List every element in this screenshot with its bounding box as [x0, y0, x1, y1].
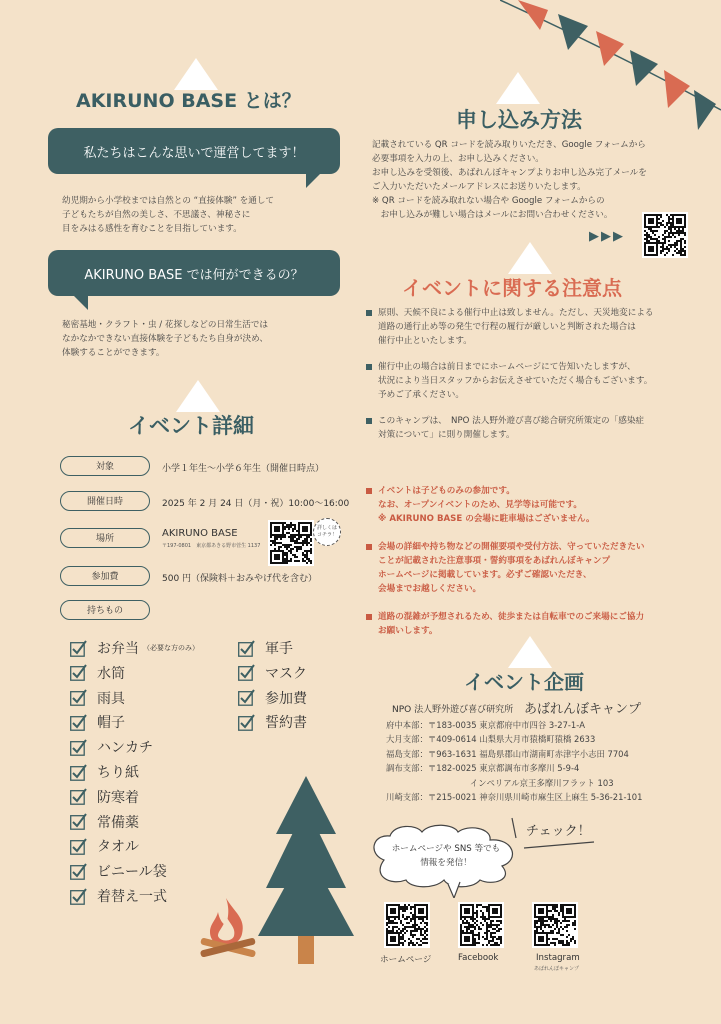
notice-text: 催行中止の場合は前日までにホームページにて告知いたしますが、 [378, 362, 636, 372]
pill-fee: 参加費 [60, 566, 150, 586]
address-line: 福島支部：〒963-1631 福島県郡山市湖南町赤津字小志田 7704 [386, 748, 629, 759]
notice-line [366, 624, 644, 638]
notice-text: 状況により当日スタッフからお伝えさせていただく場合もございます。 [378, 376, 653, 386]
checklist-label: ハンカチ [97, 740, 153, 757]
checkbox-icon [70, 739, 87, 756]
notice-line [366, 374, 652, 388]
checklist-label: 軍手 [265, 641, 293, 657]
checklist-item [70, 886, 167, 906]
instagram-label[interactable]: Instagram [536, 953, 580, 963]
homepage-qr[interactable] [384, 902, 430, 948]
checkbox-icon [70, 640, 87, 657]
checklist-item [70, 762, 139, 782]
notice-line [366, 554, 644, 568]
checklist-label: 参加費 [265, 690, 307, 707]
detail-badge[interactable]: 詳しくは コチラ！ [313, 518, 341, 546]
checklist-item [70, 836, 139, 856]
notice-line [366, 512, 595, 526]
checkbox-icon [70, 813, 87, 830]
notice-text: 会場までお越しください。 [378, 584, 482, 594]
homepage-label[interactable]: ホームページ [380, 955, 432, 965]
notice-line [366, 360, 652, 374]
notice-line [366, 540, 644, 554]
what-bubble [48, 250, 340, 296]
bullet-square-icon [366, 614, 372, 620]
about-title: AKIRUNO BASE とは？ [76, 90, 301, 112]
notice-text: ※ AKIRUNO BASE の会場に駐車場はございません。 [378, 514, 595, 524]
checklist-item [70, 812, 139, 832]
notice-item [366, 540, 644, 596]
apply-text: 記載されている QR コードを読み取りいただき、Google フォームから 必要事項を入力の上、お申し込みください。 お申し込みを受領後、あばれんぼキャンプよりお申し込み完了メールを ご入力いただいたメールアドレスにお送りいたします。 ※ QR コードを読み取れない場合や Google フォームからの お申し込みが難しい場合はメールにお問い合わせください。 [372, 140, 647, 220]
address-line: 川崎支部：〒215-0021 神奈川県川崎市麻生区上麻生 5-36-21-101 [386, 792, 643, 802]
notice-text: イベントは子どものみの参加です。 [378, 486, 515, 496]
notice-text: 催行中止といたします。 [378, 336, 472, 346]
notice-item [366, 306, 654, 348]
notice-text: 予めご了承ください。 [378, 390, 464, 400]
mountain-icon [176, 380, 220, 412]
notice-text: なお、オープンイベントのため、見学等は可能です。 [378, 500, 583, 510]
mountain-icon [508, 242, 552, 274]
checklist-item [70, 638, 199, 658]
notice-item [366, 360, 652, 402]
address-line: 府中本部：〒183-0035 東京都府中市四谷 3-27-1-A [386, 720, 586, 730]
check-text: チェック！ [526, 824, 591, 839]
checklist-item [238, 712, 307, 732]
notice-line [366, 568, 644, 582]
pill-items: 持ちもの [60, 600, 150, 620]
checklist-item [70, 787, 139, 807]
about-bubble-text: 私たちはこんな思いで運営してます！ [83, 145, 305, 161]
notice-line [366, 428, 644, 442]
place-value: AKIRUNO BASE [162, 528, 238, 539]
notice-line [366, 484, 595, 498]
notice-text: 会場の詳細や持ち物などの開催要項や受付方法、守っていただきたい [378, 542, 645, 552]
bullet-square-icon [366, 364, 372, 370]
checklist-label: ちり紙 [97, 765, 139, 781]
instagram-sublabel: あばれんぼキャンプ [534, 966, 580, 972]
about-bubble [48, 128, 340, 174]
notice-text: 対策について」に則り開催します。 [378, 430, 515, 440]
checklist-label: 防寒着 [97, 789, 139, 806]
checklist-label: 着替え一式 [97, 889, 167, 905]
checkbox-icon [238, 640, 255, 657]
checklist-item [70, 712, 125, 732]
address-line: 調布支部：〒182-0025 東京都調布市多摩川 5-9-4 [386, 763, 580, 774]
notes-title: イベントに関する注意点 [402, 276, 622, 300]
checklist-note: （必要な方のみ） [143, 644, 199, 652]
notice-line [366, 306, 654, 320]
notice-line [366, 334, 654, 348]
bullet-square-icon [366, 488, 372, 494]
bullet-square-icon [366, 310, 372, 316]
checklist-label: 帽子 [97, 715, 125, 732]
checkbox-icon [238, 664, 255, 681]
checkbox-icon [70, 664, 87, 681]
checklist-label: マスク [265, 665, 307, 682]
place-qr[interactable] [268, 520, 314, 566]
notice-line [366, 582, 644, 596]
checkbox-icon [70, 764, 87, 781]
checklist-item [238, 638, 293, 658]
target-value: 小学１年生〜小学６年生（開催日時点） [162, 464, 325, 474]
checkbox-icon [70, 888, 87, 905]
address-line: 大月支部：〒409-0614 山梨県大月市猿橋町猿橋 2633 [386, 734, 596, 745]
mountain-icon [508, 636, 552, 668]
checklist-item [238, 688, 307, 708]
date-value: 2025 年 2 月 24 日（月・祝）10:00〜16:00 [162, 499, 350, 509]
checklist-label: 雨具 [97, 690, 125, 707]
what-text: 秘密基地・クラフト・虫 / 花探しなどの日常生活では なかなかできない直接体験を子どもたち自身が決め、 体験することができます。 [62, 320, 269, 358]
checklist-item [70, 663, 125, 683]
checklist-label: お弁当 [97, 641, 139, 657]
checklist-label: 常備薬 [97, 814, 139, 831]
arrow-icons: ▶▶▶ [589, 229, 625, 244]
instagram-qr[interactable] [532, 902, 578, 948]
checklist-label: 水筒 [97, 665, 125, 682]
notice-text: ことが記載された注意事項・誓約事項をあばれんぼキャンプ [378, 556, 611, 566]
notice-item [366, 414, 644, 442]
checklist-item [70, 861, 167, 881]
notice-line [366, 388, 652, 402]
checklist-label: タオル [97, 839, 139, 856]
org-name: あばれんぼキャンプ [524, 702, 642, 717]
tree-illustration [258, 776, 354, 966]
checkbox-icon [238, 714, 255, 731]
checkbox-icon [70, 838, 87, 855]
facebook-label[interactable]: Facebook [458, 953, 499, 963]
checkbox-icon [238, 689, 255, 706]
checkbox-icon [70, 714, 87, 731]
address-line: インペリアル京王多摩川フラット 103 [386, 777, 614, 788]
notice-text: 原則、天候不良による催行中止は致しません。ただし、天災地変による [378, 308, 654, 318]
place-address: 〒197-0801 東京都あきる野市菅生 1137 [162, 543, 261, 549]
facebook-qr[interactable] [458, 902, 504, 948]
checkbox-icon [70, 689, 87, 706]
checklist-label: 誓約書 [265, 715, 307, 732]
fee-value: 500 円（保険料＋おみやげ代を含む） [162, 574, 318, 584]
org-title: イベント企画 [464, 670, 584, 694]
notice-line [366, 498, 595, 512]
notice-item [366, 484, 595, 526]
notice-line [366, 610, 644, 624]
notice-line [366, 320, 654, 334]
notice-text: 道路の通行止め等の発生で行程の履行が厳しいと判断された場合は [378, 322, 636, 332]
notice-text: 道路の混雑が予想されるため、徒歩または自転車でのご来場にご協力 [378, 612, 645, 622]
notice-text: このキャンプは、 NPO 法人野外遊び喜び総合研究所策定の「感染症 [378, 416, 645, 426]
cloud-text: ホームページや SNS 等でも 情報を発信！ [391, 844, 501, 868]
checklist-item [70, 688, 125, 708]
apply-qr[interactable] [642, 212, 688, 258]
apply-title: 申し込み方法 [456, 108, 582, 132]
notice-line [366, 414, 644, 428]
event-title: イベント詳細 [128, 414, 254, 438]
checkbox-icon [70, 788, 87, 805]
about-text: 幼児期から小学校までは自然との “直接体験” を通して 子どもたちが自然の美しさ、不思議さ、神秘さに 目をみはる感性を育むことを目指しています。 [62, 196, 275, 234]
pill-date: 開催日時 [60, 491, 150, 511]
checklist-item [238, 663, 307, 683]
checklist-label: ビニール袋 [97, 864, 167, 881]
org-small: NPO 法人野外遊び喜び研究所 [392, 705, 514, 715]
campfire-illustration [196, 896, 260, 962]
notice-text: ホームページに掲載しています。必ずご確認いただき、 [378, 570, 592, 580]
mountain-icon [496, 72, 540, 104]
checklist-item [70, 737, 153, 757]
bullet-square-icon [366, 418, 372, 424]
pill-place: 場所 [60, 528, 150, 548]
notice-item [366, 610, 644, 638]
what-bubble-text: AKIRUNO BASE では何ができるの？ [84, 267, 304, 283]
bullet-square-icon [366, 544, 372, 550]
pill-target: 対象 [60, 456, 150, 476]
checkbox-icon [70, 863, 87, 880]
notice-text: お願いします。 [378, 626, 438, 636]
